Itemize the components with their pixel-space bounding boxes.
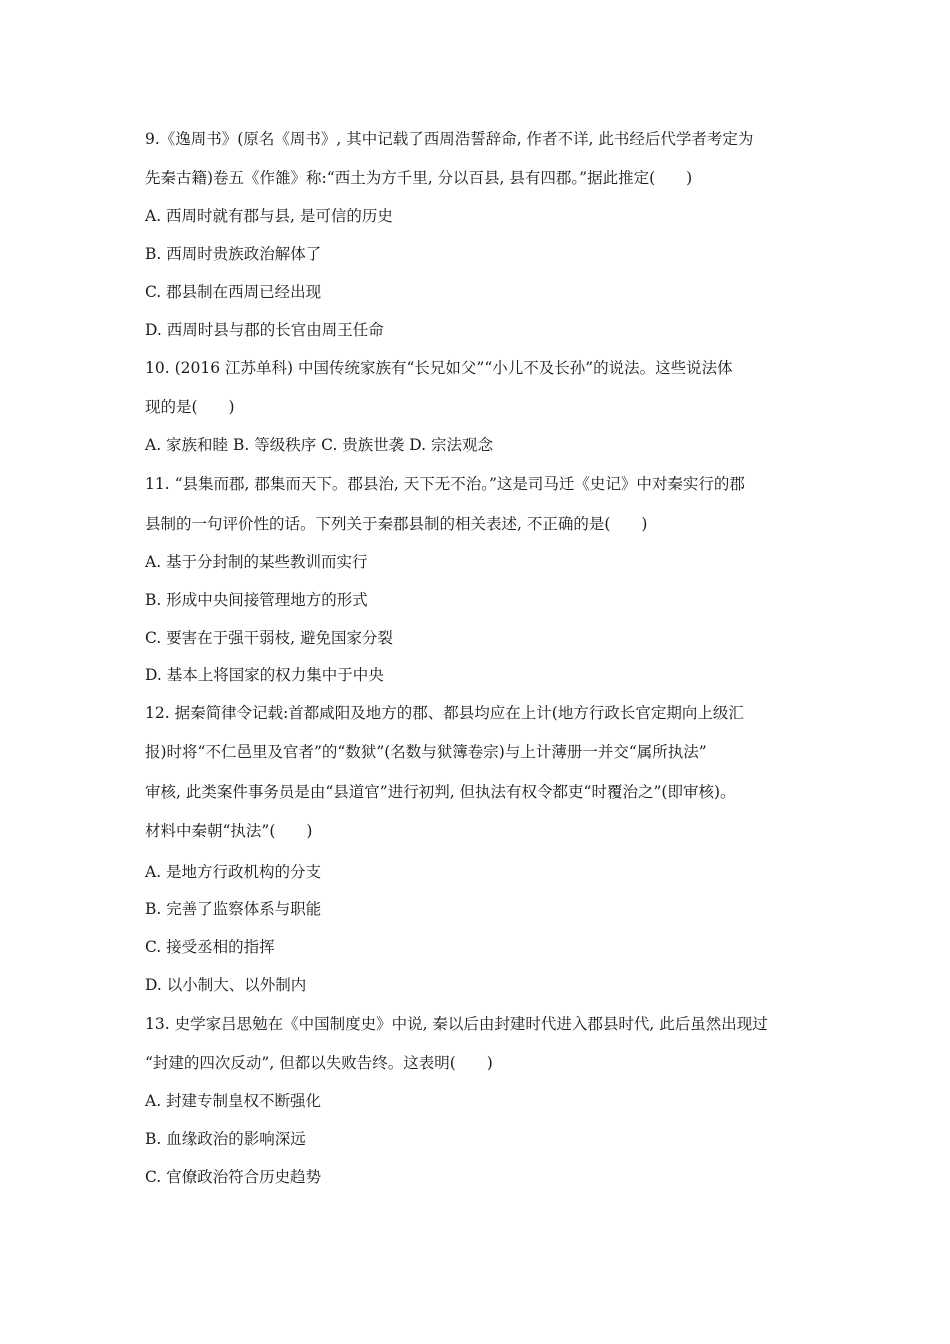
q9-stem-line-2: 先秦古籍)卷五《作雒》称:“西土为方千里, 分以百县, 县有四郡。”据此推定( ) <box>145 169 693 187</box>
q11-option-b: B. 形成中央间接管理地方的形式 <box>145 591 368 609</box>
q11-option-d: D. 基本上将国家的权力集中于中央 <box>145 666 384 684</box>
q13-option-b: B. 血缘政治的影响深远 <box>145 1130 306 1148</box>
q10-stem-line-1: 10. (2016 江苏单科) 中国传统家族有“长兄如父”“小儿不及长孙”的说法。这些说法体 <box>145 359 733 377</box>
q9-stem-line-1: 9.《逸周书》(原名《周书》, 其中记载了西周浩誓辞命, 作者不详, 此书经后代学者考定为 <box>145 130 754 148</box>
q10-options: A. 家族和睦 B. 等级秩序 C. 贵族世袭 D. 宗法观念 <box>145 436 493 454</box>
q12-option-c: C. 接受丞相的指挥 <box>145 938 275 956</box>
q11-option-a: A. 基于分封制的某些教训而实行 <box>145 553 368 571</box>
q12-stem-line-3: 审核, 此类案件事务员是由“县道官”进行初判, 但执法有权令都吏“时覆治之”(即审核)。 <box>145 783 736 801</box>
q13-stem-line-2: “封建的四次反动”, 但都以失败告终。这表明( ) <box>145 1054 493 1072</box>
q11-option-c: C. 要害在于强干弱枝, 避免国家分裂 <box>145 629 394 647</box>
q12-stem-line-4: 材料中秦朝“执法”( ) <box>145 822 313 840</box>
q13-option-c: C. 官僚政治符合历史趋势 <box>145 1168 322 1186</box>
q9-option-b: B. 西周时贵族政治解体了 <box>145 245 322 263</box>
q9-option-d: D. 西周时县与郡的长官由周王任命 <box>145 321 384 339</box>
q12-stem-line-1: 12. 据秦简律令记载:首都咸阳及地方的郡、都县均应在上计(地方行政长官定期向上级汇 <box>145 704 744 722</box>
q12-option-a: A. 是地方行政机构的分支 <box>145 863 322 881</box>
q10-stem-line-2: 现的是( ) <box>145 398 235 416</box>
q11-stem-line-1: 11. “县集而郡, 郡集而天下。郡县治, 天下无不治。”这是司马迁《史记》中对秦实行的郡 <box>145 475 745 493</box>
q9-option-c: C. 郡县制在西周已经出现 <box>145 283 322 301</box>
q12-stem-line-2: 报)时将“不仁邑里及官者”的“数狱”(名数与狱簿卷宗)与上计薄册一并交“属所执法” <box>145 743 707 761</box>
q13-option-a: A. 封建专制皇权不断强化 <box>145 1092 322 1110</box>
q9-option-a: A. 西周时就有郡与县, 是可信的历史 <box>145 207 393 225</box>
q13-stem-line-1: 13. 史学家吕思勉在《中国制度史》中说, 秦以后由封建时代进入郡县时代, 此后虽然出现过 <box>145 1015 768 1033</box>
q12-option-b: B. 完善了监察体系与职能 <box>145 900 322 918</box>
q11-stem-line-2: 县制的一句评价性的话。下列关于秦郡县制的相关表述, 不正确的是( ) <box>145 515 648 533</box>
q12-option-d: D. 以小制大、以外制内 <box>145 976 307 994</box>
